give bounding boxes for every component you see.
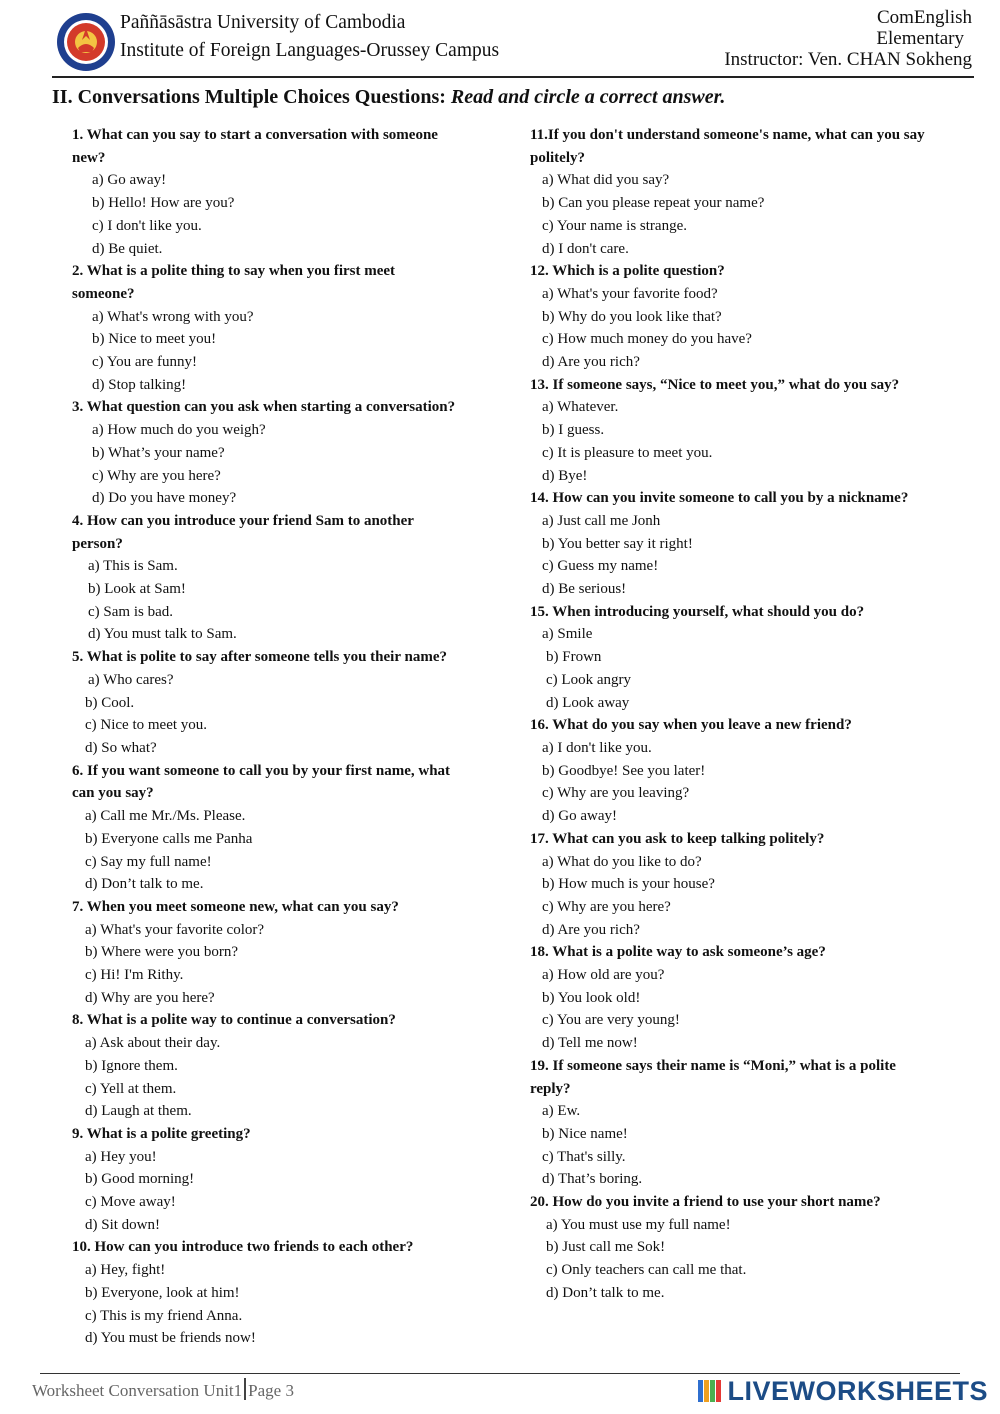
answer-option[interactable]: c) Why are you leaving? [542,785,690,802]
header-right [724,7,972,70]
answer-option[interactable]: c) Only teachers can call me that. [546,1262,747,1279]
question-text: 18. What is a polite way to ask someone’s age? [530,944,826,961]
answer-option[interactable]: a) Call me Mr./Ms. Please. [85,808,246,825]
answer-option[interactable]: c) Look angry [546,671,631,688]
header-left [120,9,499,65]
liveworksheets-brand [697,1374,988,1408]
question-text-continued: politely? [530,149,585,166]
answer-option[interactable]: b) Just call me Sok! [546,1239,666,1256]
answer-option[interactable]: a) How old are you? [542,967,665,984]
answer-option[interactable]: d) Laugh at them. [85,1103,192,1120]
answer-option[interactable]: a) Ew. [542,1103,581,1120]
answer-option[interactable]: b) Where were you born? [85,944,238,961]
answer-option[interactable]: a) Hey, fight! [85,1262,166,1279]
footer-text [32,1378,294,1401]
question-text: 19. If someone says their name is “Moni,” what is a polite [530,1057,896,1074]
answer-option[interactable]: b) I guess. [542,422,605,439]
question-column-right [530,124,970,1305]
section-title [52,86,725,109]
answer-option[interactable]: a) This is Sam. [88,558,178,575]
answer-option[interactable]: b) How much is your house? [542,876,715,893]
question-text-continued: new? [72,149,106,166]
question-block [72,396,500,510]
answer-option[interactable]: d) You must be friends now! [85,1330,256,1347]
answer-option[interactable]: d) Don’t talk to me. [546,1284,665,1301]
answer-option[interactable]: d) Go away! [542,808,617,825]
answer-option[interactable]: a) Hey you! [85,1148,157,1165]
answer-option[interactable]: d) Are you rich? [542,354,640,371]
answer-option[interactable]: c) I don't like you. [92,217,202,234]
question-text: 11.If you don't understand someone's name, what can you say [530,127,925,143]
answer-option[interactable]: b) Goodbye! See you later! [542,762,706,779]
answer-option[interactable]: b) Can you please repeat your name? [542,195,765,212]
answer-option[interactable]: c) Hi! I'm Rithy. [85,967,184,984]
answer-option[interactable]: b) Look at Sam! [88,581,186,598]
answer-option[interactable]: b) Nice to meet you! [92,331,217,348]
answer-option[interactable]: b) Nice name! [542,1125,628,1142]
answer-option[interactable]: b) Hello! How are you? [92,195,235,212]
answer-option[interactable]: d) Are you rich? [542,921,640,938]
answer-option[interactable]: b) Why do you look like that? [542,308,722,325]
question-block [72,646,500,760]
question-block [530,828,970,942]
question-text: 13. If someone says, “Nice to meet you,” what do you say? [530,376,900,393]
question-text: 9. What is a polite greeting? [72,1125,251,1142]
answer-option[interactable]: a) Whatever. [542,399,619,416]
question-text-continued: can you say? [72,785,154,802]
question-block [72,896,500,1010]
question-text: 7. When you meet someone new, what can you say? [72,898,399,915]
question-text: 3. What question can you ask when starting a conversation? [72,399,456,416]
liveworksheets-logo-icon [697,1378,723,1404]
answer-option[interactable]: a) Ask about their day. [85,1035,221,1052]
question-text: 5. What is polite to say after someone tells you their name? [72,649,447,666]
answer-option[interactable]: a) What did you say? [542,172,670,189]
answer-option[interactable]: b) Good morning! [85,1171,195,1188]
question-block [530,260,970,374]
question-text: 20. How do you invite a friend to use your short name? [530,1194,881,1211]
footer-worksheet-label: Worksheet Conversation Unit1 [32,1381,243,1400]
question-block [530,1055,970,1191]
answer-option[interactable]: d) Do you have money? [92,490,237,507]
answer-option[interactable]: c) Say my full name! [85,853,212,870]
answer-option[interactable]: c) Nice to meet you. [85,717,208,734]
answer-option[interactable]: c) Why are you here? [542,898,671,915]
answer-option[interactable]: a) Smile [542,626,593,643]
question-text: 4. How can you introduce your friend Sam to another [72,512,414,529]
question-block [72,510,500,646]
answer-option[interactable]: b) Frown [546,649,602,666]
answer-option[interactable]: d) Tell me now! [542,1035,638,1052]
answer-option[interactable]: a) What do you like to do? [542,853,702,870]
answer-option[interactable]: b) You better say it right! [542,535,693,552]
answer-option[interactable]: c) It is pleasure to meet you. [542,444,713,461]
answer-option[interactable]: a) I don't like you. [542,739,652,756]
question-text: 16. What do you say when you leave a new friend? [530,717,852,734]
question-block [530,487,970,601]
answer-option[interactable]: d) Don’t talk to me. [85,876,204,893]
answer-option[interactable]: c) That's silly. [542,1148,626,1165]
answer-option[interactable]: b) You look old! [542,989,641,1006]
answer-option[interactable]: b) Cool. [85,694,135,711]
answer-option[interactable]: b) Everyone, look at him! [85,1284,240,1301]
question-block [72,1123,500,1237]
question-text: 10. How can you introduce two friends to each other? [72,1239,414,1256]
brand-name: LIVEWORKSHEETS [727,1375,988,1406]
answer-option[interactable]: a) How much do you weigh? [92,422,266,439]
answer-option[interactable]: a) What's your favorite color? [85,921,265,938]
answer-option[interactable]: d) Be serious! [542,581,627,598]
answer-option[interactable]: c) Move away! [85,1194,176,1211]
answer-option[interactable]: a) You must use my full name! [546,1216,731,1233]
question-text-continued: reply? [530,1080,571,1097]
answer-option[interactable]: c) You are very young! [542,1012,680,1029]
question-text-continued: someone? [72,285,135,302]
answer-option[interactable]: d) I don't care. [542,240,629,257]
question-text-continued: person? [72,535,123,552]
instructor-name: Instructor: Ven. CHAN Sokheng [724,49,972,70]
question-block [530,941,970,1055]
question-text: 6. If you want someone to call you by your first name, what [72,762,451,779]
institute-name: Institute of Foreign Languages-Orussey Campus [120,40,500,61]
answer-option[interactable]: d) Stop talking! [92,376,187,393]
university-seal-icon [56,12,116,72]
section-heading: II. Conversations Multiple Choices Questions: [52,86,446,108]
answer-option[interactable]: d) Look away [546,694,630,711]
university-name: Paññāsāstra University of Cambodia [120,12,406,33]
course-level: Elementary [876,28,964,49]
question-column-left [72,124,500,1350]
answer-option[interactable]: c) Your name is strange. [542,217,687,234]
answer-option[interactable]: d) You must talk to Sam. [88,626,237,643]
question-text: 17. What can you ask to keep talking politely? [530,830,825,847]
answer-option[interactable]: b) What’s your name? [92,444,225,461]
question-text: 12. Which is a polite question? [530,263,725,280]
answer-option[interactable]: a) What's your favorite food? [542,285,718,302]
header-divider [52,76,974,78]
question-text: 2. What is a polite thing to say when you first meet [72,263,396,280]
answer-option[interactable]: a) Go away! [92,172,167,189]
question-text: 1. What can you say to start a conversation with someone [72,127,438,143]
answer-option[interactable]: c) Why are you here? [92,467,221,484]
question-block [530,374,970,488]
answer-option[interactable]: c) Guess my name! [542,558,659,575]
answer-option[interactable]: a) What's wrong with you? [92,308,254,325]
answer-option[interactable]: d) So what? [85,739,157,756]
answer-option[interactable]: c) This is my friend Anna. [85,1307,243,1324]
question-block [530,124,970,260]
answer-option[interactable]: d) That’s boring. [542,1171,643,1188]
answer-option[interactable]: d) Why are you here? [85,989,215,1006]
question-block [72,760,500,896]
question-block [72,1009,500,1123]
question-block [72,260,500,396]
question-block [530,1191,970,1305]
answer-option[interactable]: d) Sit down! [85,1216,160,1233]
question-text: 15. When introducing yourself, what should you do? [530,603,865,620]
answer-option[interactable]: b) Everyone calls me Panha [85,830,253,847]
answer-option[interactable]: a) Who cares? [88,671,174,688]
answer-option[interactable]: d) Be quiet. [92,240,163,257]
section-instruction: Read and circle a correct answer. [450,86,726,108]
answer-option[interactable]: c) How much money do you have? [542,331,752,348]
question-text: 14. How can you invite someone to call you by a nickname? [530,490,909,507]
question-block [530,714,970,828]
answer-option[interactable]: b) Ignore them. [85,1057,178,1074]
footer-page-number: Page 3 [248,1381,294,1400]
answer-option[interactable]: c) Sam is bad. [88,603,173,620]
question-text: 8. What is a polite way to continue a conversation? [72,1012,396,1029]
answer-option[interactable]: d) Bye! [542,467,588,484]
question-block [72,1236,500,1350]
answer-option[interactable]: c) You are funny! [92,354,197,371]
course-name: ComEnglish [876,7,972,28]
answer-option[interactable]: a) Just call me Jonh [542,512,661,529]
footer-separator [244,1378,246,1400]
answer-option[interactable]: c) Yell at them. [85,1080,177,1097]
question-block [530,601,970,715]
question-block [72,124,500,260]
